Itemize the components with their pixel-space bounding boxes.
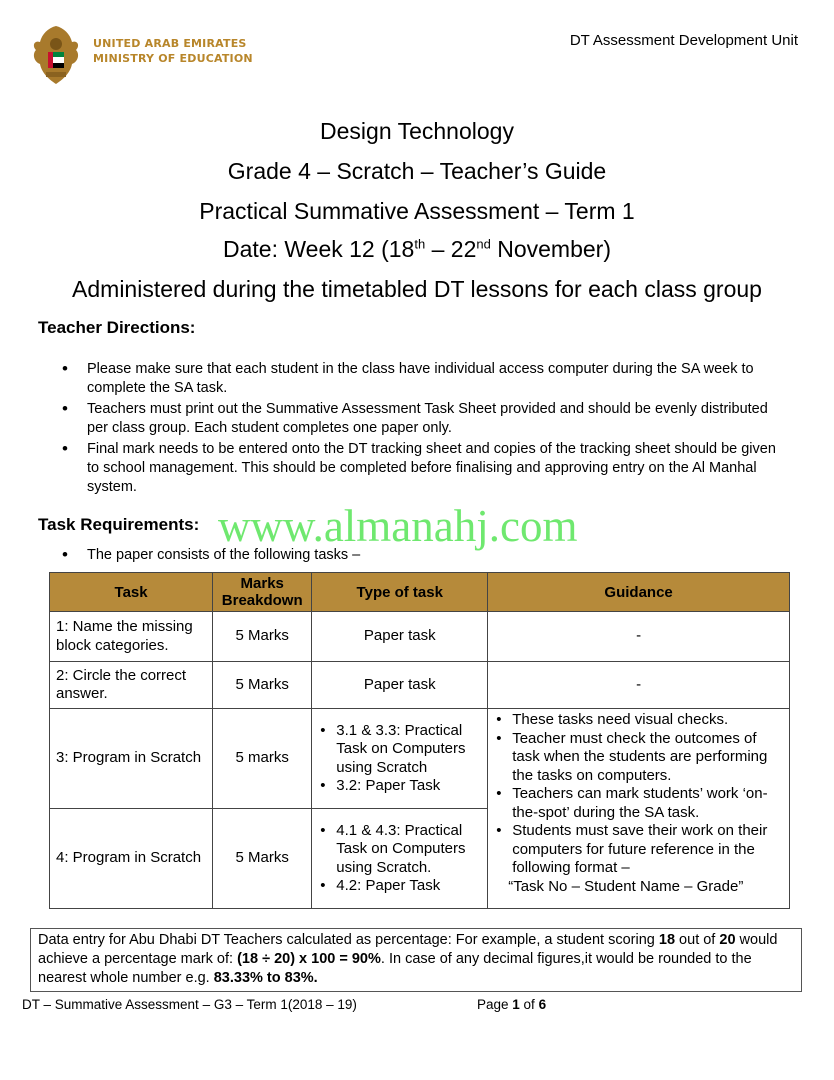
note-text: would achieve a percentage mark of: [38,932,778,967]
guidance-item: • Teachers can mark students’ work ‘on-the-spot’ during the SA task. [494,785,783,822]
title-administered: Administered during the timetabled DT lessons for each class group [72,276,762,302]
tasks-table [49,572,790,909]
page-total: 6 [538,997,547,1012]
org-line-1: UNITED ARAB EMIRATES [93,37,247,50]
note-text: . In case of any decimal figures,it would be rounded to the nearest whole number e.g. [38,951,752,986]
cell-marks: 5 marks [213,709,312,809]
cell-guidance-merged [488,709,790,909]
footer-left: DT – Summative Assessment – G3 – Term 1(2018 – 19) [22,997,357,1012]
title-date [0,236,834,263]
header-marks: Marks Breakdown [213,573,312,612]
guidance-item: • Students must save their work on their computers for future reference in the following format – [494,822,783,878]
watermark-text: www.almanahj.com [218,501,578,551]
note-text: out of [675,932,720,948]
ministry-emblem-logo [30,22,82,88]
task-requirements-heading: Task Requirements: [38,515,200,534]
page-current: 1 [512,997,520,1012]
type-item: • 3.1 & 3.3: Practical Task on Computers using Scratch [318,722,481,778]
note-bold: 20 [719,932,736,948]
header-guidance: Guidance [488,573,790,612]
cell-type [312,709,488,809]
cell-guidance: - [488,612,790,662]
date-suffix: November) [490,236,611,262]
date-mid: – 22 [425,236,477,262]
page-number [477,997,546,1012]
task-requirements-list [38,546,738,567]
note-bold: 18 [658,932,676,948]
type-item: • 4.2: Paper Task [318,877,481,896]
type-item: • 3.2: Paper Task [318,777,481,796]
teacher-directions-heading: Teacher Directions: [38,318,196,337]
note-text: Data entry for Abu Dhabi DT Teachers calculated as percentage: For example, a student scoring [38,932,659,948]
type-list [318,722,481,796]
cell-task: 2: Circle the correct answer. [50,662,213,709]
organization-name [93,36,253,66]
guidance-item: • Teacher must check the outcomes of task when the students are performing the tasks on computers. [494,730,783,786]
direction-item: • Please make sure that each student in the class have individual access computer during the SA week to complete the SA task. [38,360,788,398]
table-row [50,709,790,809]
org-line-2: MINISTRY OF EDUCATION [93,52,253,65]
guidance-format: “Task No – Student Name – Grade” [508,877,744,895]
table-header-row [50,573,790,612]
date-sup-2: nd [476,236,491,252]
cell-marks: 5 Marks [213,809,312,909]
cell-type: Paper task [312,662,488,709]
page-of: of [519,997,539,1012]
guidance-list [494,711,783,878]
header-task: Task [50,573,213,612]
data-entry-note [30,928,802,992]
type-list [318,822,481,896]
cell-type: Paper task [312,612,488,662]
direction-item: • Final mark needs to be entered onto the DT tracking sheet and copies of the tracking sheet should be given to school management. This should be completed before finalising and approving entry on the Al Manhal system. [38,440,788,497]
title-subject: Design Technology [320,118,514,144]
direction-item: • Teachers must print out the Summative Assessment Task Sheet provided and should be evenly distributed per class group. Each student completes one paper only. [38,400,788,438]
unit-name: DT Assessment Development Unit [569,32,798,49]
table-row [50,612,790,662]
note-bold: (18 ÷ 20) x 100 = 90% [237,951,381,967]
cell-task: 1: Name the missing block categories. [50,612,213,662]
date-prefix: Date: Week 12 (18 [223,236,415,262]
cell-marks: 5 Marks [213,662,312,709]
cell-type [312,809,488,909]
page-prefix: Page [477,997,513,1012]
title-assessment: Practical Summative Assessment – Term 1 [199,198,635,224]
cell-guidance: - [488,662,790,709]
teacher-directions-list [38,360,788,499]
cell-task: 4: Program in Scratch [50,809,213,909]
cell-marks: 5 Marks [213,612,312,662]
type-item: • 4.1 & 4.3: Practical Task on Computers using Scratch. [318,822,481,878]
header-type: Type of task [312,573,488,612]
note-bold: 83.33% to 83%. [213,970,318,986]
date-sup-1: th [414,236,426,252]
cell-task: 3: Program in Scratch [50,709,213,809]
guidance-item: • These tasks need visual checks. [494,711,783,730]
title-grade: Grade 4 – Scratch – Teacher’s Guide [227,158,607,184]
requirement-intro: • The paper consists of the following tasks – [38,546,738,565]
table-row [50,662,790,709]
